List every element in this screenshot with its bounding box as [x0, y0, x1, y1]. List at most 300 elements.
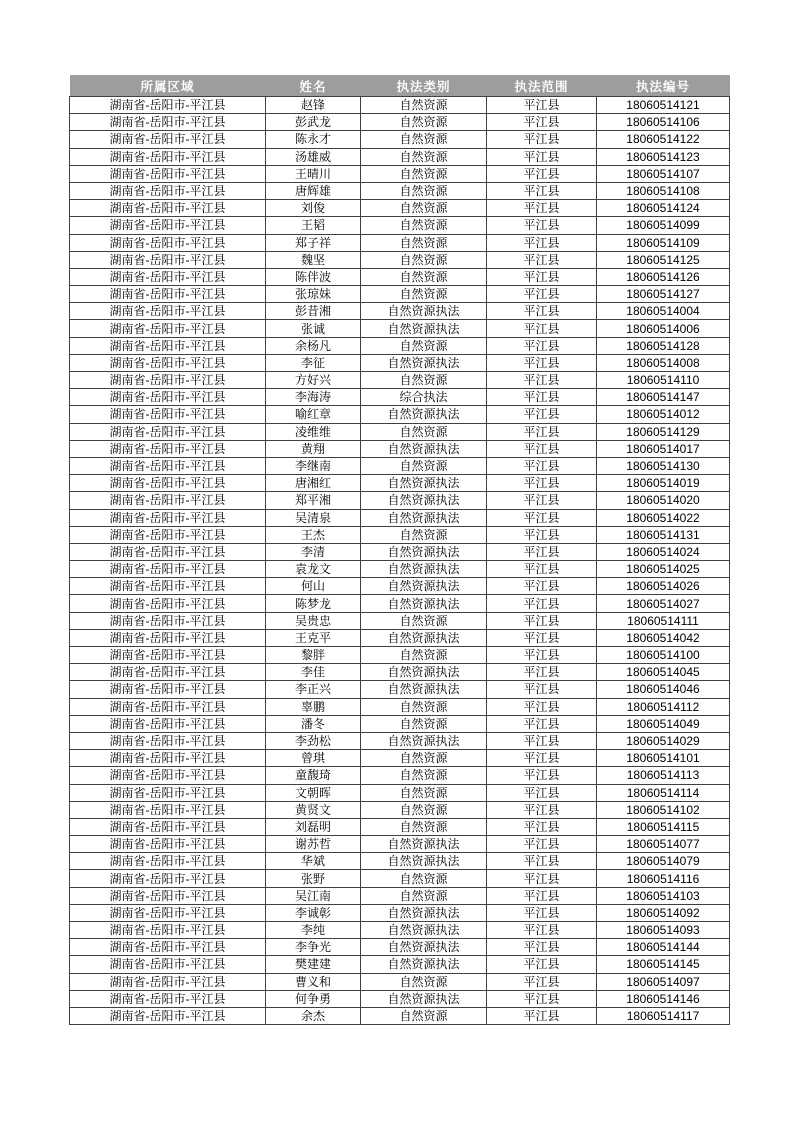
cell-category: 自然资源执法 [361, 475, 487, 492]
cell-scope: 平江县 [487, 286, 597, 303]
cell-name: 吴贵忠 [266, 612, 361, 629]
cell-region: 湖南省-岳阳市-平江县 [70, 200, 266, 217]
table-row [70, 543, 730, 560]
cell-category: 自然资源执法 [361, 904, 487, 921]
cell-number: 18060514106 [597, 114, 730, 131]
cell-name: 李劲松 [266, 732, 361, 749]
table-row [70, 97, 730, 114]
cell-name: 黄翔 [266, 440, 361, 457]
cell-region: 湖南省-岳阳市-平江县 [70, 526, 266, 543]
cell-number: 18060514092 [597, 904, 730, 921]
cell-name: 何争勇 [266, 990, 361, 1007]
cell-number: 18060514130 [597, 457, 730, 474]
cell-number: 18060514145 [597, 956, 730, 973]
cell-number: 18060514114 [597, 784, 730, 801]
cell-number: 18060514110 [597, 372, 730, 389]
cell-scope: 平江县 [487, 251, 597, 268]
cell-name: 李清 [266, 543, 361, 560]
cell-number: 18060514123 [597, 148, 730, 165]
cell-scope: 平江县 [487, 681, 597, 698]
cell-scope: 平江县 [487, 234, 597, 251]
table-row [70, 561, 730, 578]
cell-name: 袁龙文 [266, 561, 361, 578]
table-row [70, 372, 730, 389]
cell-region: 湖南省-岳阳市-平江县 [70, 234, 266, 251]
cell-category: 自然资源 [361, 1007, 487, 1024]
cell-region: 湖南省-岳阳市-平江县 [70, 509, 266, 526]
cell-region: 湖南省-岳阳市-平江县 [70, 543, 266, 560]
cell-name: 李佳 [266, 664, 361, 681]
table-row [70, 767, 730, 784]
cell-scope: 平江县 [487, 732, 597, 749]
table-row [70, 303, 730, 320]
cell-region: 湖南省-岳阳市-平江县 [70, 818, 266, 835]
cell-category: 自然资源 [361, 165, 487, 182]
table-row [70, 904, 730, 921]
cell-number: 18060514026 [597, 578, 730, 595]
cell-region: 湖南省-岳阳市-平江县 [70, 165, 266, 182]
cell-number: 18060514126 [597, 268, 730, 285]
table-row [70, 715, 730, 732]
cell-category: 自然资源 [361, 148, 487, 165]
table-row [70, 939, 730, 956]
cell-category: 自然资源执法 [361, 578, 487, 595]
cell-category: 自然资源 [361, 647, 487, 664]
table-row [70, 629, 730, 646]
cell-category: 自然资源 [361, 973, 487, 990]
cell-name: 陈伴波 [266, 268, 361, 285]
cell-scope: 平江县 [487, 337, 597, 354]
cell-number: 18060514122 [597, 131, 730, 148]
cell-number: 18060514125 [597, 251, 730, 268]
cell-name: 华斌 [266, 853, 361, 870]
cell-category: 自然资源执法 [361, 561, 487, 578]
cell-region: 湖南省-岳阳市-平江县 [70, 801, 266, 818]
table-row [70, 217, 730, 234]
cell-category: 自然资源执法 [361, 492, 487, 509]
cell-region: 湖南省-岳阳市-平江县 [70, 114, 266, 131]
table-row [70, 320, 730, 337]
table-row [70, 870, 730, 887]
cell-region: 湖南省-岳阳市-平江县 [70, 423, 266, 440]
table-row [70, 234, 730, 251]
cell-number: 18060514115 [597, 818, 730, 835]
cell-name: 谢苏哲 [266, 836, 361, 853]
cell-name: 陈梦龙 [266, 595, 361, 612]
cell-name: 刘磊明 [266, 818, 361, 835]
table-row [70, 887, 730, 904]
table-row [70, 922, 730, 939]
cell-number: 18060514012 [597, 406, 730, 423]
table-row [70, 440, 730, 457]
table-row [70, 578, 730, 595]
cell-scope: 平江县 [487, 698, 597, 715]
cell-region: 湖南省-岳阳市-平江县 [70, 337, 266, 354]
cell-scope: 平江县 [487, 406, 597, 423]
cell-scope: 平江县 [487, 784, 597, 801]
table-row [70, 423, 730, 440]
header-row [70, 75, 730, 97]
cell-region: 湖南省-岳阳市-平江县 [70, 732, 266, 749]
table-header [70, 75, 730, 97]
cell-scope: 平江县 [487, 870, 597, 887]
cell-region: 湖南省-岳阳市-平江县 [70, 836, 266, 853]
cell-name: 樊建建 [266, 956, 361, 973]
column-header-region: 所属区域 [70, 75, 266, 97]
cell-category: 自然资源 [361, 784, 487, 801]
cell-category: 自然资源 [361, 818, 487, 835]
cell-name: 张琼妹 [266, 286, 361, 303]
cell-category: 自然资源 [361, 612, 487, 629]
cell-scope: 平江县 [487, 268, 597, 285]
cell-scope: 平江县 [487, 457, 597, 474]
cell-category: 自然资源 [361, 114, 487, 131]
cell-number: 18060514147 [597, 389, 730, 406]
cell-region: 湖南省-岳阳市-平江县 [70, 389, 266, 406]
cell-category: 自然资源 [361, 698, 487, 715]
cell-category: 自然资源 [361, 750, 487, 767]
cell-category: 自然资源执法 [361, 939, 487, 956]
cell-category: 自然资源 [361, 337, 487, 354]
table-row [70, 973, 730, 990]
cell-scope: 平江县 [487, 750, 597, 767]
cell-number: 18060514025 [597, 561, 730, 578]
cell-region: 湖南省-岳阳市-平江县 [70, 148, 266, 165]
cell-number: 18060514121 [597, 97, 730, 114]
cell-number: 18060514100 [597, 647, 730, 664]
cell-scope: 平江县 [487, 475, 597, 492]
cell-category: 自然资源执法 [361, 732, 487, 749]
cell-region: 湖南省-岳阳市-平江县 [70, 561, 266, 578]
cell-scope: 平江县 [487, 372, 597, 389]
cell-number: 18060514129 [597, 423, 730, 440]
cell-number: 18060514017 [597, 440, 730, 457]
cell-category: 自然资源 [361, 526, 487, 543]
table-row [70, 114, 730, 131]
cell-number: 18060514049 [597, 715, 730, 732]
cell-number: 18060514004 [597, 303, 730, 320]
cell-category: 自然资源执法 [361, 956, 487, 973]
cell-number: 18060514103 [597, 887, 730, 904]
table-row [70, 148, 730, 165]
cell-region: 湖南省-岳阳市-平江县 [70, 698, 266, 715]
table-row [70, 647, 730, 664]
cell-name: 李纯 [266, 922, 361, 939]
table-row [70, 526, 730, 543]
cell-number: 18060514144 [597, 939, 730, 956]
table-row [70, 750, 730, 767]
cell-region: 湖南省-岳阳市-平江县 [70, 664, 266, 681]
cell-number: 18060514117 [597, 1007, 730, 1024]
cell-number: 18060514099 [597, 217, 730, 234]
cell-category: 自然资源 [361, 423, 487, 440]
cell-number: 18060514097 [597, 973, 730, 990]
table-row [70, 251, 730, 268]
cell-category: 自然资源执法 [361, 664, 487, 681]
cell-number: 18060514006 [597, 320, 730, 337]
cell-category: 自然资源 [361, 372, 487, 389]
cell-number: 18060514112 [597, 698, 730, 715]
cell-region: 湖南省-岳阳市-平江县 [70, 870, 266, 887]
cell-category: 自然资源执法 [361, 990, 487, 1007]
cell-region: 湖南省-岳阳市-平江县 [70, 475, 266, 492]
table-row [70, 732, 730, 749]
cell-number: 18060514045 [597, 664, 730, 681]
cell-region: 湖南省-岳阳市-平江县 [70, 612, 266, 629]
cell-name: 吴江南 [266, 887, 361, 904]
cell-scope: 平江县 [487, 543, 597, 560]
cell-region: 湖南省-岳阳市-平江县 [70, 629, 266, 646]
cell-category: 自然资源执法 [361, 595, 487, 612]
cell-name: 陈永才 [266, 131, 361, 148]
cell-category: 自然资源 [361, 234, 487, 251]
cell-scope: 平江县 [487, 818, 597, 835]
table-row [70, 406, 730, 423]
cell-region: 湖南省-岳阳市-平江县 [70, 595, 266, 612]
cell-name: 曹义和 [266, 973, 361, 990]
cell-scope: 平江县 [487, 836, 597, 853]
cell-name: 刘俊 [266, 200, 361, 217]
table-row [70, 475, 730, 492]
cell-name: 凌维维 [266, 423, 361, 440]
cell-category: 自然资源执法 [361, 922, 487, 939]
cell-name: 王韬 [266, 217, 361, 234]
cell-number: 18060514116 [597, 870, 730, 887]
cell-number: 18060514024 [597, 543, 730, 560]
cell-category: 自然资源执法 [361, 406, 487, 423]
cell-region: 湖南省-岳阳市-平江县 [70, 939, 266, 956]
cell-scope: 平江县 [487, 801, 597, 818]
cell-name: 郑平湘 [266, 492, 361, 509]
cell-region: 湖南省-岳阳市-平江县 [70, 647, 266, 664]
cell-number: 18060514108 [597, 182, 730, 199]
cell-name: 李诚彰 [266, 904, 361, 921]
cell-name: 吴清泉 [266, 509, 361, 526]
cell-region: 湖南省-岳阳市-平江县 [70, 97, 266, 114]
cell-scope: 平江县 [487, 509, 597, 526]
cell-number: 18060514146 [597, 990, 730, 1007]
cell-category: 自然资源执法 [361, 836, 487, 853]
cell-region: 湖南省-岳阳市-平江县 [70, 715, 266, 732]
cell-region: 湖南省-岳阳市-平江县 [70, 303, 266, 320]
table-row [70, 990, 730, 1007]
table-row [70, 681, 730, 698]
cell-region: 湖南省-岳阳市-平江县 [70, 251, 266, 268]
table-row [70, 509, 730, 526]
cell-number: 18060514113 [597, 767, 730, 784]
cell-scope: 平江县 [487, 526, 597, 543]
table-row [70, 784, 730, 801]
cell-scope: 平江县 [487, 767, 597, 784]
column-header-scope: 执法范围 [487, 75, 597, 97]
table-row [70, 664, 730, 681]
cell-number: 18060514109 [597, 234, 730, 251]
cell-name: 李继南 [266, 457, 361, 474]
cell-name: 李征 [266, 354, 361, 371]
cell-name: 曾琪 [266, 750, 361, 767]
cell-name: 王杰 [266, 526, 361, 543]
cell-name: 汤雄威 [266, 148, 361, 165]
cell-scope: 平江县 [487, 922, 597, 939]
cell-scope: 平江县 [487, 320, 597, 337]
cell-category: 自然资源 [361, 200, 487, 217]
cell-name: 童馥琦 [266, 767, 361, 784]
cell-name: 余杨凡 [266, 337, 361, 354]
cell-scope: 平江县 [487, 148, 597, 165]
cell-scope: 平江县 [487, 1007, 597, 1024]
cell-category: 自然资源执法 [361, 853, 487, 870]
cell-number: 18060514079 [597, 853, 730, 870]
cell-region: 湖南省-岳阳市-平江县 [70, 354, 266, 371]
cell-region: 湖南省-岳阳市-平江县 [70, 922, 266, 939]
cell-name: 文朝晖 [266, 784, 361, 801]
cell-category: 自然资源 [361, 251, 487, 268]
table-row [70, 268, 730, 285]
cell-scope: 平江县 [487, 904, 597, 921]
cell-region: 湖南省-岳阳市-平江县 [70, 784, 266, 801]
cell-scope: 平江县 [487, 114, 597, 131]
cell-scope: 平江县 [487, 612, 597, 629]
cell-name: 张野 [266, 870, 361, 887]
cell-scope: 平江县 [487, 131, 597, 148]
column-header-category: 执法类别 [361, 75, 487, 97]
cell-category: 自然资源 [361, 97, 487, 114]
cell-scope: 平江县 [487, 165, 597, 182]
table-row [70, 354, 730, 371]
table-row [70, 853, 730, 870]
column-header-name: 姓名 [266, 75, 361, 97]
cell-name: 郑子祥 [266, 234, 361, 251]
cell-category: 自然资源执法 [361, 509, 487, 526]
cell-region: 湖南省-岳阳市-平江县 [70, 750, 266, 767]
cell-number: 18060514077 [597, 836, 730, 853]
table-row [70, 131, 730, 148]
table-row [70, 337, 730, 354]
cell-region: 湖南省-岳阳市-平江县 [70, 492, 266, 509]
cell-number: 18060514111 [597, 612, 730, 629]
table-row [70, 836, 730, 853]
cell-scope: 平江县 [487, 853, 597, 870]
cell-region: 湖南省-岳阳市-平江县 [70, 1007, 266, 1024]
cell-number: 18060514131 [597, 526, 730, 543]
cell-scope: 平江县 [487, 217, 597, 234]
cell-category: 自然资源 [361, 801, 487, 818]
column-header-number: 执法编号 [597, 75, 730, 97]
cell-name: 彭武龙 [266, 114, 361, 131]
cell-category: 自然资源 [361, 715, 487, 732]
cell-category: 自然资源执法 [361, 354, 487, 371]
cell-category: 自然资源 [361, 217, 487, 234]
cell-scope: 平江县 [487, 956, 597, 973]
cell-scope: 平江县 [487, 561, 597, 578]
cell-region: 湖南省-岳阳市-平江县 [70, 973, 266, 990]
table-row [70, 165, 730, 182]
cell-region: 湖南省-岳阳市-平江县 [70, 904, 266, 921]
cell-category: 自然资源 [361, 887, 487, 904]
cell-category: 自然资源执法 [361, 440, 487, 457]
cell-scope: 平江县 [487, 423, 597, 440]
cell-number: 18060514020 [597, 492, 730, 509]
cell-region: 湖南省-岳阳市-平江县 [70, 440, 266, 457]
cell-region: 湖南省-岳阳市-平江县 [70, 956, 266, 973]
cell-number: 18060514127 [597, 286, 730, 303]
table-row [70, 956, 730, 973]
table-row [70, 457, 730, 474]
cell-scope: 平江县 [487, 664, 597, 681]
table-row [70, 389, 730, 406]
cell-scope: 平江县 [487, 990, 597, 1007]
cell-number: 18060514029 [597, 732, 730, 749]
table-row [70, 801, 730, 818]
cell-number: 18060514027 [597, 595, 730, 612]
cell-number: 18060514022 [597, 509, 730, 526]
cell-scope: 平江县 [487, 389, 597, 406]
cell-scope: 平江县 [487, 595, 597, 612]
cell-region: 湖南省-岳阳市-平江县 [70, 457, 266, 474]
cell-name: 王克平 [266, 629, 361, 646]
cell-region: 湖南省-岳阳市-平江县 [70, 681, 266, 698]
cell-number: 18060514128 [597, 337, 730, 354]
table-body [70, 97, 730, 1025]
cell-region: 湖南省-岳阳市-平江县 [70, 767, 266, 784]
cell-number: 18060514093 [597, 922, 730, 939]
cell-scope: 平江县 [487, 440, 597, 457]
cell-region: 湖南省-岳阳市-平江县 [70, 372, 266, 389]
cell-scope: 平江县 [487, 715, 597, 732]
cell-region: 湖南省-岳阳市-平江县 [70, 286, 266, 303]
table-row [70, 612, 730, 629]
cell-category: 自然资源 [361, 870, 487, 887]
cell-category: 自然资源执法 [361, 543, 487, 560]
cell-category: 自然资源 [361, 457, 487, 474]
cell-scope: 平江县 [487, 647, 597, 664]
cell-region: 湖南省-岳阳市-平江县 [70, 320, 266, 337]
cell-scope: 平江县 [487, 973, 597, 990]
cell-number: 18060514101 [597, 750, 730, 767]
cell-category: 自然资源 [361, 767, 487, 784]
cell-number: 18060514019 [597, 475, 730, 492]
cell-name: 辜鹏 [266, 698, 361, 715]
cell-category: 综合执法 [361, 389, 487, 406]
cell-region: 湖南省-岳阳市-平江县 [70, 217, 266, 234]
cell-scope: 平江县 [487, 629, 597, 646]
cell-name: 唐湘红 [266, 475, 361, 492]
cell-category: 自然资源执法 [361, 320, 487, 337]
cell-name: 何山 [266, 578, 361, 595]
cell-region: 湖南省-岳阳市-平江县 [70, 578, 266, 595]
cell-number: 18060514042 [597, 629, 730, 646]
cell-category: 自然资源执法 [361, 681, 487, 698]
cell-scope: 平江县 [487, 939, 597, 956]
cell-name: 魏坚 [266, 251, 361, 268]
cell-name: 李海涛 [266, 389, 361, 406]
cell-category: 自然资源 [361, 268, 487, 285]
table-row [70, 595, 730, 612]
cell-region: 湖南省-岳阳市-平江县 [70, 887, 266, 904]
cell-name: 王晴川 [266, 165, 361, 182]
cell-name: 方好兴 [266, 372, 361, 389]
cell-name: 潘冬 [266, 715, 361, 732]
cell-name: 赵锋 [266, 97, 361, 114]
cell-number: 18060514008 [597, 354, 730, 371]
cell-number: 18060514124 [597, 200, 730, 217]
table-row [70, 698, 730, 715]
cell-name: 喻红章 [266, 406, 361, 423]
cell-name: 彭昔湘 [266, 303, 361, 320]
cell-name: 黎胖 [266, 647, 361, 664]
cell-region: 湖南省-岳阳市-平江县 [70, 990, 266, 1007]
cell-number: 18060514046 [597, 681, 730, 698]
